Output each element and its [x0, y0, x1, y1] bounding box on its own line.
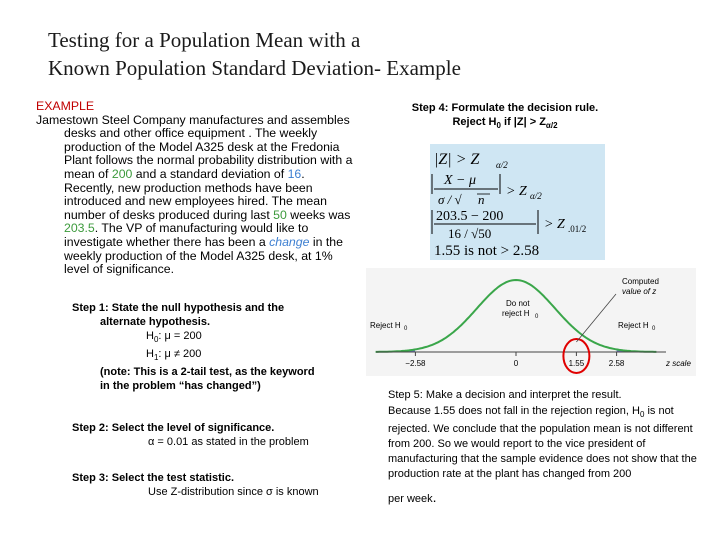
rule-text-b: if |Z| > Z: [500, 116, 546, 128]
formula-line-3-rhs: > Z: [544, 217, 565, 232]
step5-title: Step 5: Make a decision and interpret the result.: [388, 389, 622, 401]
note-line-1: (note: This is a 2-tail test, as the keyword: [100, 366, 315, 379]
slide-title: [48, 26, 668, 82]
rule-h-subscript: 0: [496, 121, 501, 131]
reject-right-label: Reject H: [618, 321, 649, 330]
step1-title-line-2: alternate hypothesis.: [100, 316, 211, 328]
step2-text: α = 0.01 as stated in the problem: [148, 436, 309, 449]
step1-title-line-1: Step 1: State the null hypothesis and the: [72, 302, 285, 314]
step5-h-subscript: 0: [639, 410, 645, 420]
note-line-2: in the problem “has changed”): [100, 380, 261, 393]
slide-title-line-2: Known Population Standard Deviation- Example: [48, 56, 461, 80]
step5-block: [388, 388, 708, 507]
alternate-hypothesis: [72, 347, 372, 365]
do-not-reject-2: reject H: [502, 309, 530, 318]
tick-label-zero: 0: [513, 359, 519, 368]
example-text-2: and a standard deviation of: [132, 166, 288, 181]
h0-subscript: 0: [153, 335, 159, 345]
step4-title: Step 4: Formulate the decision rule.: [411, 102, 599, 114]
h0-value: : μ = 200: [158, 330, 202, 342]
formula-line-1: |Z| > Z: [434, 151, 480, 168]
computed-label-1: Computed: [622, 277, 659, 286]
step5-text-a: Because 1.55 does not fall in the rejection region, H: [388, 405, 640, 417]
formula-line-2-n: n: [478, 192, 485, 207]
h1-value: : μ ≠ 200: [158, 348, 202, 361]
rule-z-subscript: α/2: [545, 121, 558, 131]
formula-line-3-sub: .01/2: [568, 224, 587, 234]
example-n: 50: [273, 207, 287, 222]
reject-left-label: Reject H: [370, 321, 401, 330]
rule-text-a: Reject H: [452, 116, 497, 128]
formula-line-3-num: 203.5 − 200: [436, 209, 504, 224]
example-text-4: weeks was: [286, 207, 351, 222]
step3-text: Use Z-distribution since σ is known: [148, 486, 319, 499]
example-text-1: Jamestown Steel Company manufactures and assembles desks and other office equipment . The weekly production of the Model A325 desk at the Fredonia Plant follows the normal probability distribution with a mean of: [36, 112, 353, 181]
decision-rule-formula: [430, 144, 605, 260]
two-tail-note: [72, 365, 372, 393]
example-mean: 200: [111, 166, 133, 181]
example-sd: 16: [287, 166, 302, 181]
example-block: [36, 100, 356, 277]
slide-title-line-1: Testing for a Population Mean with a: [48, 28, 361, 52]
formula-line-2-den: σ / √: [438, 192, 462, 207]
steps-1-3: [72, 301, 372, 499]
formula-line-2-num: X − μ: [444, 173, 477, 188]
step4-block: [380, 101, 630, 133]
formula-line-4: 1.55 is not > 2.58: [434, 243, 540, 259]
computed-arrow: [576, 294, 616, 342]
h1-subscript: 1: [153, 353, 159, 363]
normal-curve-svg: [366, 268, 696, 376]
formula-line-1-sub: α/2: [496, 160, 508, 170]
formula-line-2-sub: α/2: [530, 191, 542, 201]
example-text-3: . Recently, new production methods have been introduced and new employees hired. The mean number of desks produced during last: [64, 166, 327, 222]
formula-line-2-rhs: > Z: [506, 184, 527, 199]
step2-title: Step 2: Select the level of significance.: [72, 422, 275, 435]
reject-left-sub: 0: [404, 326, 408, 332]
tick-label-computed: 1.55: [568, 359, 585, 368]
example-change-keyword: change: [269, 234, 310, 249]
step5-text-b: is not rejected. We conclude that the population mean is not different from 200. So we would report to the vice president of manufacturing that the sample evidence does not show that the production rate at the plant has changed from 200: [388, 405, 697, 481]
tick-label-neg: −2.58: [405, 359, 426, 368]
reject-right-sub: 0: [652, 326, 656, 332]
example-heading: EXAMPLE: [36, 99, 95, 113]
z-scale-label: z scale: [666, 359, 691, 368]
h1-label: H: [146, 348, 154, 361]
step4-rule: [380, 115, 630, 133]
example-paragraph: [36, 114, 356, 277]
step3-title: Step 3: Select the test statistic.: [72, 472, 234, 485]
rejection-region-graph: [366, 268, 696, 376]
step5-text-c: per week: [388, 493, 433, 506]
example-text-5: . The VP of manufacturing would like to investigate whether there has been a: [64, 221, 309, 249]
computed-label-2: value of z: [622, 287, 657, 296]
step5-period: .: [432, 489, 437, 506]
tick-label-pos: 2.58: [608, 359, 625, 368]
do-not-reject-1: Do not: [506, 299, 530, 308]
step5-text: [388, 403, 708, 482]
formula-svg: [430, 144, 605, 260]
null-hypothesis: [72, 329, 372, 347]
example-sample-mean: 203.5: [64, 221, 95, 236]
do-not-reject-sub: 0: [535, 314, 539, 320]
formula-line-3-den: 16 / √50: [448, 226, 492, 241]
h0-label: H: [146, 330, 154, 342]
example-text-6: in the weekly production of the Model A325 desk, at 1% level of significance.: [64, 234, 343, 277]
step5-last-line: [388, 482, 708, 507]
step1-title: [72, 301, 372, 329]
